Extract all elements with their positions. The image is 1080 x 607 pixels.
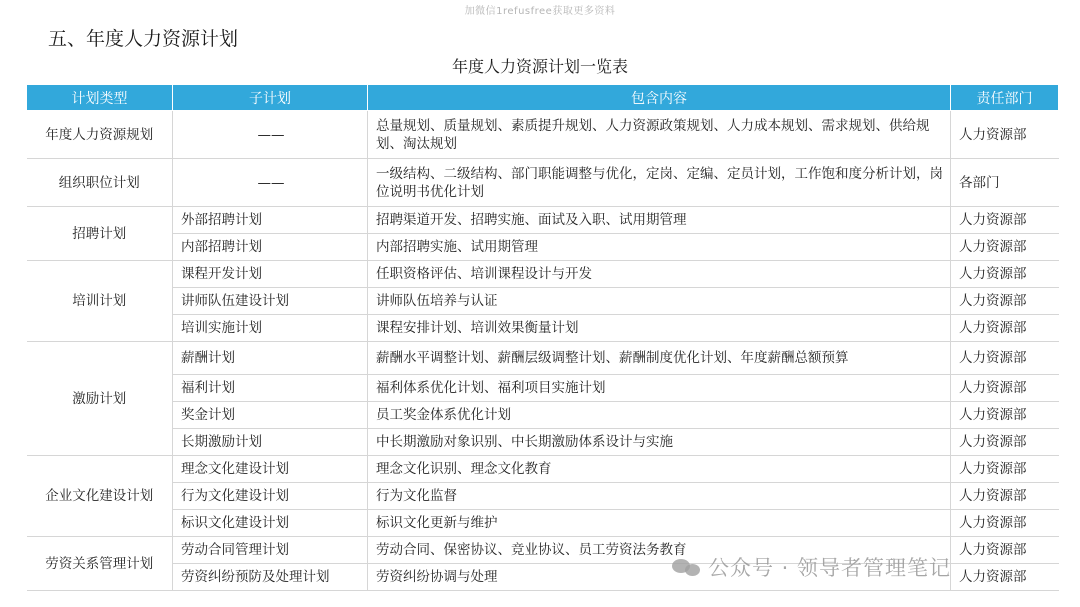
table-row bbox=[27, 261, 1059, 288]
content-cell: 劳资纠纷协调与处理 bbox=[368, 564, 951, 591]
table-row bbox=[27, 315, 1059, 342]
table-row bbox=[27, 537, 1059, 564]
table-row bbox=[27, 342, 1059, 375]
table-row bbox=[27, 456, 1059, 483]
table-header-row bbox=[27, 85, 1059, 111]
sub-plan-cell: 行为文化建设计划 bbox=[173, 483, 368, 510]
category-cell: 组织职位计划 bbox=[27, 159, 173, 207]
content-cell: 劳动合同、保密协议、竞业协议、员工劳资法务教育 bbox=[368, 537, 951, 564]
content-cell: 标识文化更新与维护 bbox=[368, 510, 951, 537]
category-cell: 企业文化建设计划 bbox=[27, 456, 173, 537]
category-cell: 劳资关系管理计划 bbox=[27, 537, 173, 591]
category-cell: 年度人力资源规划 bbox=[27, 111, 173, 159]
dept-cell: 人力资源部 bbox=[951, 402, 1059, 429]
content-cell: 内部招聘实施、试用期管理 bbox=[368, 234, 951, 261]
content-cell: 中长期激励对象识别、中长期激励体系设计与实施 bbox=[368, 429, 951, 456]
sub-plan-cell: 培训实施计划 bbox=[173, 315, 368, 342]
dept-cell: 人力资源部 bbox=[951, 342, 1059, 375]
table-row bbox=[27, 111, 1059, 159]
header-dept: 责任部门 bbox=[951, 85, 1059, 111]
table-row bbox=[27, 159, 1059, 207]
sub-plan-cell: 理念文化建设计划 bbox=[173, 456, 368, 483]
content-cell: 讲师队伍培养与认证 bbox=[368, 288, 951, 315]
content-cell: 理念文化识别、理念文化教育 bbox=[368, 456, 951, 483]
category-cell: 招聘计划 bbox=[27, 207, 173, 261]
content-cell: 福利体系优化计划、福利项目实施计划 bbox=[368, 375, 951, 402]
top-note: 加微信1refusfree获取更多资料 bbox=[464, 6, 616, 17]
table-row bbox=[27, 288, 1059, 315]
dept-cell: 人力资源部 bbox=[951, 234, 1059, 261]
sub-plan-cell: 内部招聘计划 bbox=[173, 234, 368, 261]
category-cell: 培训计划 bbox=[27, 261, 173, 342]
table-row bbox=[27, 429, 1059, 456]
category-cell: 激励计划 bbox=[27, 342, 173, 456]
dept-cell: 人力资源部 bbox=[951, 207, 1059, 234]
content-cell: 行为文化监督 bbox=[368, 483, 951, 510]
content-cell: 招聘渠道开发、招聘实施、面试及入职、试用期管理 bbox=[368, 207, 951, 234]
sub-plan-cell: 课程开发计划 bbox=[173, 261, 368, 288]
watermark-text: 公众号 · 领导者管理笔记 bbox=[708, 556, 952, 580]
dept-cell: 人力资源部 bbox=[951, 564, 1059, 591]
dept-cell: 人力资源部 bbox=[951, 537, 1059, 564]
sub-plan-cell: —— bbox=[173, 111, 368, 159]
sub-plan-cell: 讲师队伍建设计划 bbox=[173, 288, 368, 315]
sub-plan-cell: 标识文化建设计划 bbox=[173, 510, 368, 537]
table-row bbox=[27, 375, 1059, 402]
sub-plan-cell: 长期激励计划 bbox=[173, 429, 368, 456]
table-row bbox=[27, 207, 1059, 234]
sub-plan-cell: 劳动合同管理计划 bbox=[173, 537, 368, 564]
content-cell: 员工奖金体系优化计划 bbox=[368, 402, 951, 429]
dept-cell: 人力资源部 bbox=[951, 483, 1059, 510]
dept-cell: 人力资源部 bbox=[951, 111, 1059, 159]
section-title: 五、年度人力资源计划 bbox=[48, 28, 239, 50]
dept-cell: 人力资源部 bbox=[951, 510, 1059, 537]
table-row bbox=[27, 510, 1059, 537]
dept-cell: 人力资源部 bbox=[951, 429, 1059, 456]
content-cell: 总量规划、质量规划、素质提升规划、人力资源政策规划、人力成本规划、需求规划、供给规划、淘汰规划 bbox=[368, 111, 951, 159]
sub-plan-cell: 劳资纠纷预防及处理计划 bbox=[173, 564, 368, 591]
sub-plan-cell: 薪酬计划 bbox=[173, 342, 368, 375]
header-plan-type: 计划类型 bbox=[27, 85, 173, 111]
dept-cell: 人力资源部 bbox=[951, 288, 1059, 315]
dept-cell: 人力资源部 bbox=[951, 375, 1059, 402]
sub-plan-cell: —— bbox=[173, 159, 368, 207]
sub-plan-cell: 奖金计划 bbox=[173, 402, 368, 429]
table-title: 年度人力资源计划一览表 bbox=[451, 57, 628, 76]
sub-plan-cell: 外部招聘计划 bbox=[173, 207, 368, 234]
dept-cell: 人力资源部 bbox=[951, 456, 1059, 483]
header-sub-plan: 子计划 bbox=[173, 85, 368, 111]
dept-cell: 各部门 bbox=[951, 159, 1059, 207]
sub-plan-cell: 福利计划 bbox=[173, 375, 368, 402]
content-cell: 课程安排计划、培训效果衡量计划 bbox=[368, 315, 951, 342]
dept-cell: 人力资源部 bbox=[951, 261, 1059, 288]
content-cell: 一级结构、二级结构、部门职能调整与优化，定岗、定编、定员计划，工作饱和度分析计划，岗位说明书优化计划 bbox=[368, 159, 951, 207]
content-cell: 薪酬水平调整计划、薪酬层级调整计划、薪酬制度优化计划、年度薪酬总额预算 bbox=[368, 342, 951, 375]
table-row bbox=[27, 402, 1059, 429]
hr-plan-table bbox=[26, 84, 1059, 591]
header-content: 包含内容 bbox=[368, 85, 951, 111]
table-row bbox=[27, 234, 1059, 261]
table-row bbox=[27, 483, 1059, 510]
table-row bbox=[27, 564, 1059, 591]
dept-cell: 人力资源部 bbox=[951, 315, 1059, 342]
content-cell: 任职资格评估、培训课程设计与开发 bbox=[368, 261, 951, 288]
